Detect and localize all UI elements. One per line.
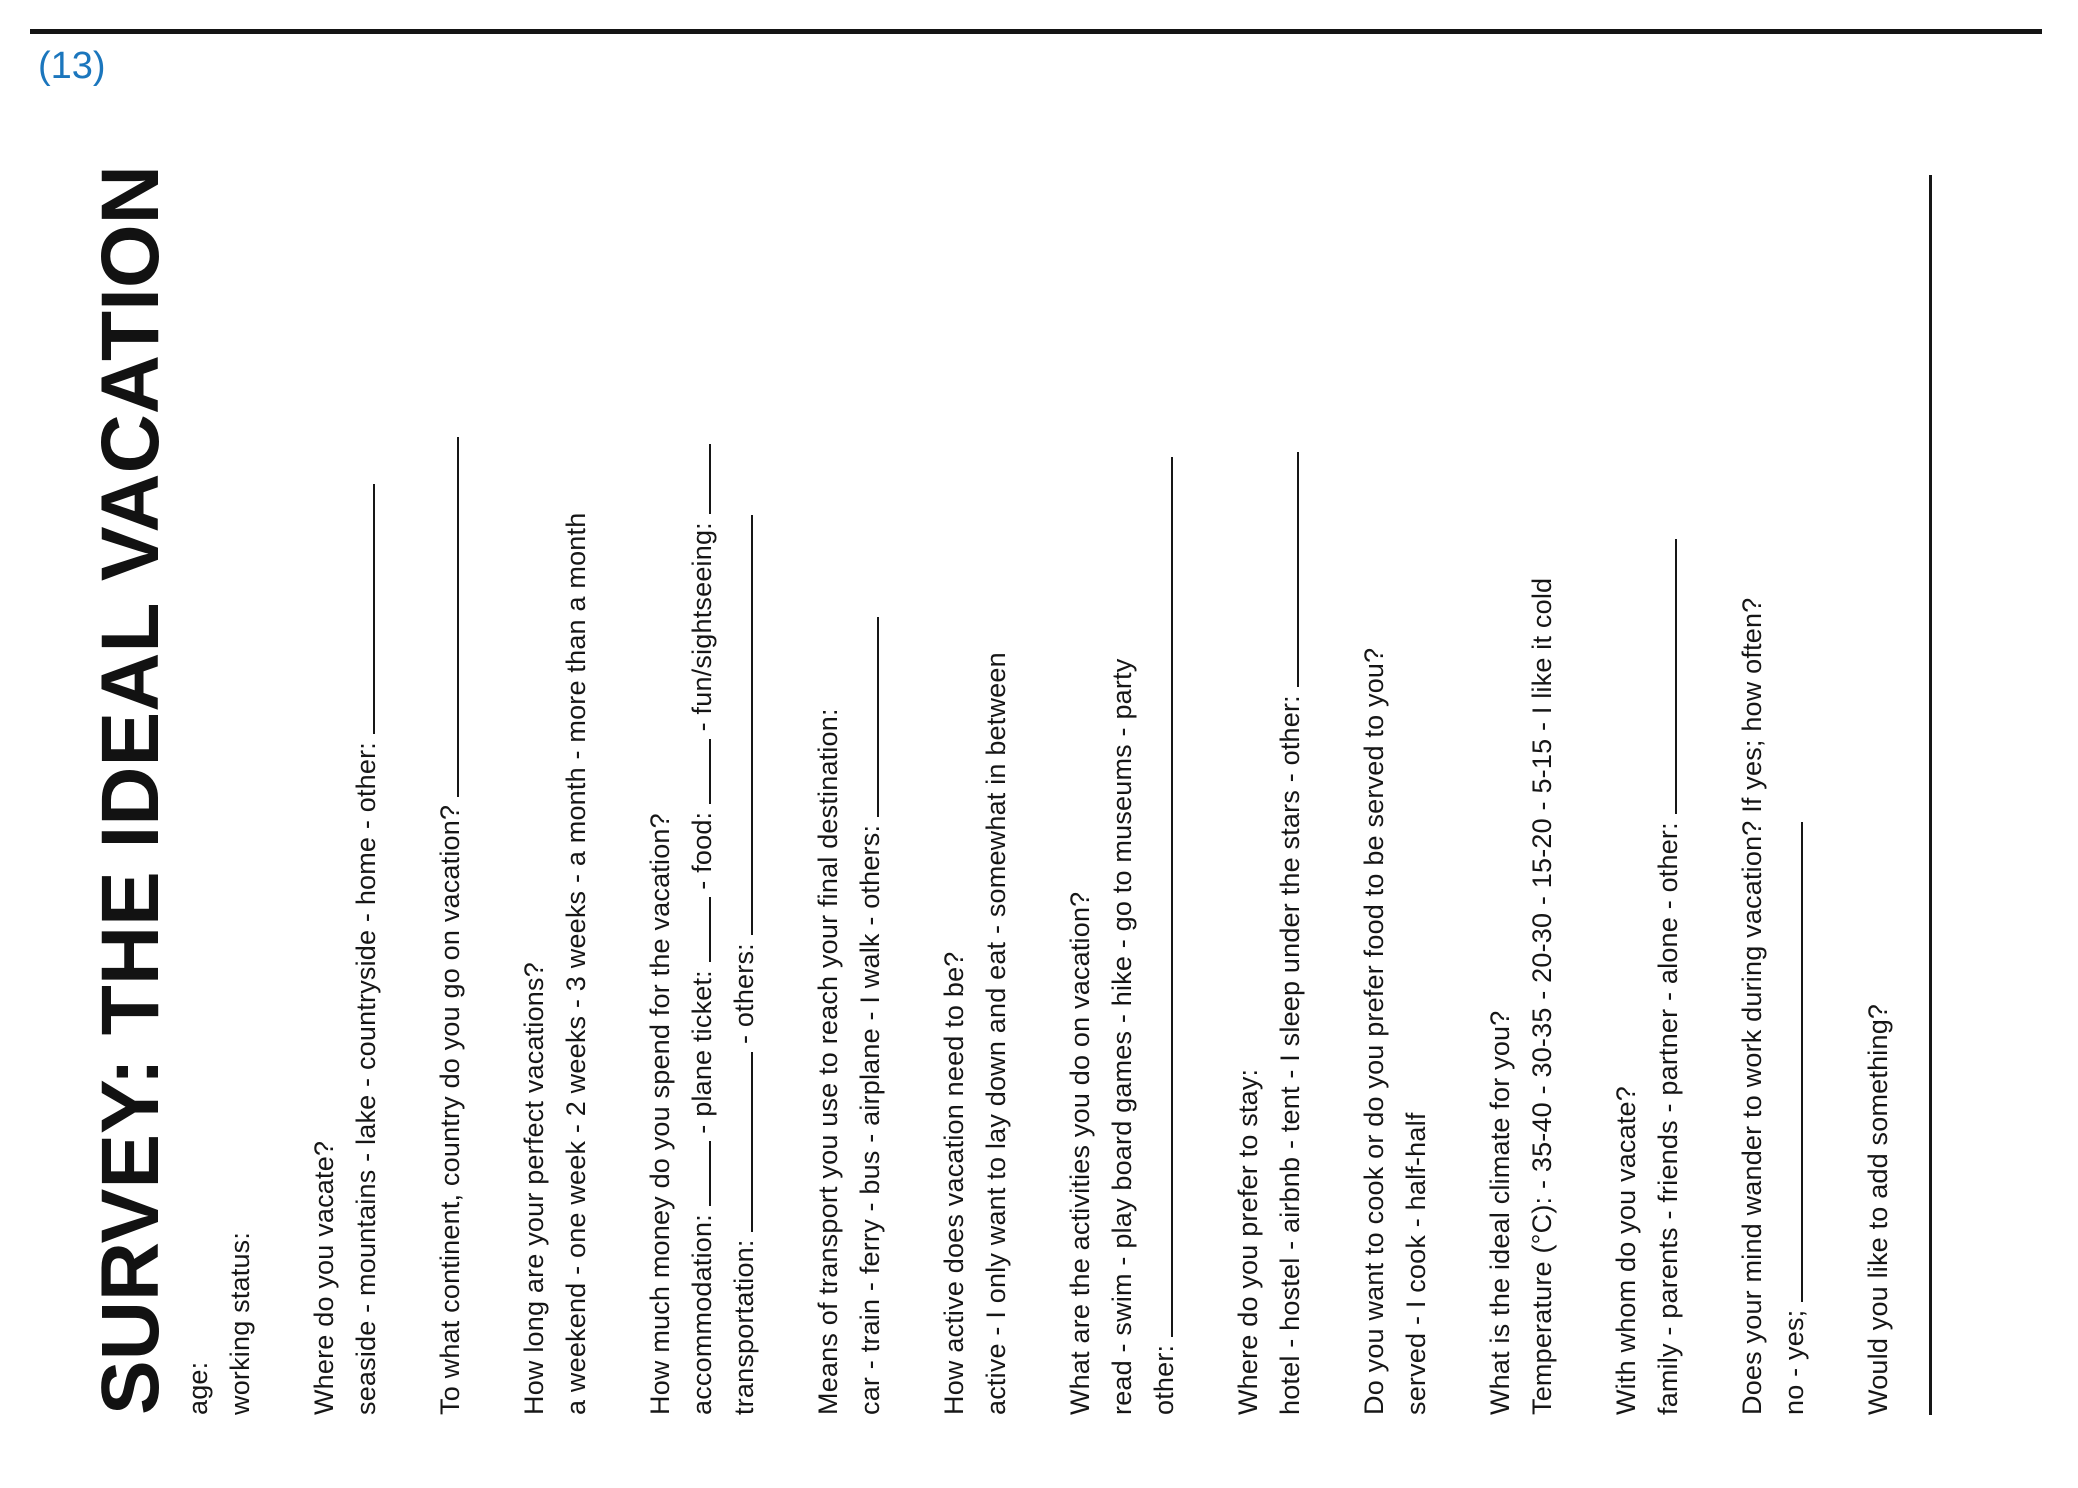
answer-blank: [1647, 539, 1677, 814]
survey-text: - fun/sightseeing:: [687, 514, 717, 740]
answer-blank: [681, 1141, 711, 1206]
survey-text: To what continent, country do you go on vacation?: [435, 797, 465, 1415]
survey-line-question: [513, 103, 555, 1415]
survey-text: Would you like to add something?: [1863, 1003, 1893, 1415]
line-spacer: [1017, 103, 1059, 1415]
survey-text: Do you want to cook or do you prefer food to be served to you?: [1359, 647, 1389, 1415]
survey-line-options: [1521, 103, 1563, 1415]
survey-line-question: [1605, 103, 1647, 1415]
answer-blank: [1143, 457, 1173, 1337]
answer-blank: [723, 1052, 753, 1232]
header-rule: [30, 29, 2042, 34]
survey-text: working status:: [225, 1231, 255, 1415]
survey-line-question: [1353, 103, 1395, 1415]
survey-line-question: [429, 103, 471, 1415]
survey-text: Does your mind wander to work during vacation? If yes; how often?: [1737, 597, 1767, 1415]
answer-blank: [1269, 452, 1299, 687]
survey-lines: [177, 103, 1941, 1415]
survey-line-question: [1479, 103, 1521, 1415]
survey-line-options: [681, 103, 723, 1415]
survey-text: active - I only want to lay down and eat - somewhat in between: [981, 652, 1011, 1415]
line-spacer: [1689, 103, 1731, 1415]
survey-line-options: [723, 103, 765, 1415]
line-spacer: [387, 103, 429, 1415]
survey-line-options: [1269, 103, 1311, 1415]
answer-blank: [681, 739, 711, 804]
answer-blank: [681, 444, 711, 514]
survey-text: - others:: [729, 935, 759, 1052]
survey-line-question: [1059, 103, 1101, 1415]
survey-title: SURVEY: THE IDEAL VACATION: [85, 165, 176, 1415]
survey-text: Where do you vacate?: [309, 1140, 339, 1415]
answer-blank: [849, 617, 879, 817]
survey-line-field: [219, 103, 261, 1415]
survey-line-options: [345, 103, 387, 1415]
survey-line-question: [933, 103, 975, 1415]
survey-text: Where do you prefer to stay:: [1233, 1068, 1263, 1415]
line-spacer: [765, 103, 807, 1415]
survey-text: no - yes;: [1779, 1301, 1809, 1415]
answer-line: [1899, 103, 1941, 1415]
line-spacer: [597, 103, 639, 1415]
survey-text: - food:: [687, 804, 717, 898]
survey-text: family - parents - friends - partner - alone - other:: [1653, 814, 1683, 1415]
answer-line-rule: [1899, 175, 1932, 1415]
line-spacer: [1185, 103, 1227, 1415]
answer-blank: [681, 897, 711, 962]
survey-text: With whom do you vacate?: [1611, 1086, 1641, 1415]
survey-line-field: [177, 103, 219, 1415]
survey-line-options: [1647, 103, 1689, 1415]
survey-text: served - I cook - half-half: [1401, 1112, 1431, 1415]
survey-line-question: [1731, 103, 1773, 1415]
survey-line-question: [1857, 103, 1899, 1415]
survey-text: seaside - mountains - lake - countryside - home - other:: [351, 734, 381, 1415]
survey-text: Means of transport you use to reach your final destination:: [813, 708, 843, 1415]
survey-text: read - swim - play board games - hike - go to museums - party: [1107, 658, 1137, 1415]
line-spacer: [1437, 103, 1479, 1415]
survey-text: What is the ideal climate for you?: [1485, 1010, 1515, 1415]
survey-line-options: [849, 103, 891, 1415]
answer-blank: [1773, 822, 1803, 1302]
survey-text: a weekend - one week - 2 weeks - 3 weeks - a month - more than a month: [561, 512, 591, 1415]
line-spacer: [1815, 103, 1857, 1415]
survey-text: accommodation:: [687, 1206, 717, 1415]
survey-line-question: [1227, 103, 1269, 1415]
line-spacer: [891, 103, 933, 1415]
survey-text: age:: [183, 1361, 213, 1415]
survey-document: [85, 103, 1941, 1443]
line-spacer: [471, 103, 513, 1415]
page-number: (13): [38, 45, 106, 87]
survey-text: How much money do you spend for the vacation?: [645, 813, 675, 1415]
survey-text: car - train - ferry - bus - airplane - I walk - others:: [855, 817, 885, 1415]
survey-text: transportation:: [729, 1231, 759, 1415]
survey-text: other:: [1149, 1337, 1179, 1415]
line-spacer: [1311, 103, 1353, 1415]
survey-line-options: [555, 103, 597, 1415]
line-spacer: [261, 103, 303, 1415]
survey-line-options: [1101, 103, 1143, 1415]
survey-line-options: [975, 103, 1017, 1415]
answer-blank: [429, 437, 459, 797]
survey-line-question: [303, 103, 345, 1415]
survey-text: - plane ticket:: [687, 962, 717, 1142]
survey-line-question: [639, 103, 681, 1415]
rotated-survey-sheet: [0, 103, 2078, 1443]
survey-line-question: [807, 103, 849, 1415]
survey-line-options: [1773, 103, 1815, 1415]
survey-text: hotel - hostel - airbnb - tent - I sleep under the stars - other:: [1275, 687, 1305, 1415]
survey-text: How long are your perfect vacations?: [519, 962, 549, 1415]
survey-text: How active does vacation need to be?: [939, 951, 969, 1415]
answer-blank: [345, 484, 375, 734]
survey-text: What are the activities you do on vacation?: [1065, 891, 1095, 1415]
answer-blank: [723, 515, 753, 935]
survey-line-options: [1143, 103, 1185, 1415]
survey-text: Temperature (°C): - 35-40 - 30-35 - 20-30 - 15-20 - 5-15 - I like it cold: [1527, 577, 1557, 1415]
survey-line-options: [1395, 103, 1437, 1415]
line-spacer: [1563, 103, 1605, 1415]
